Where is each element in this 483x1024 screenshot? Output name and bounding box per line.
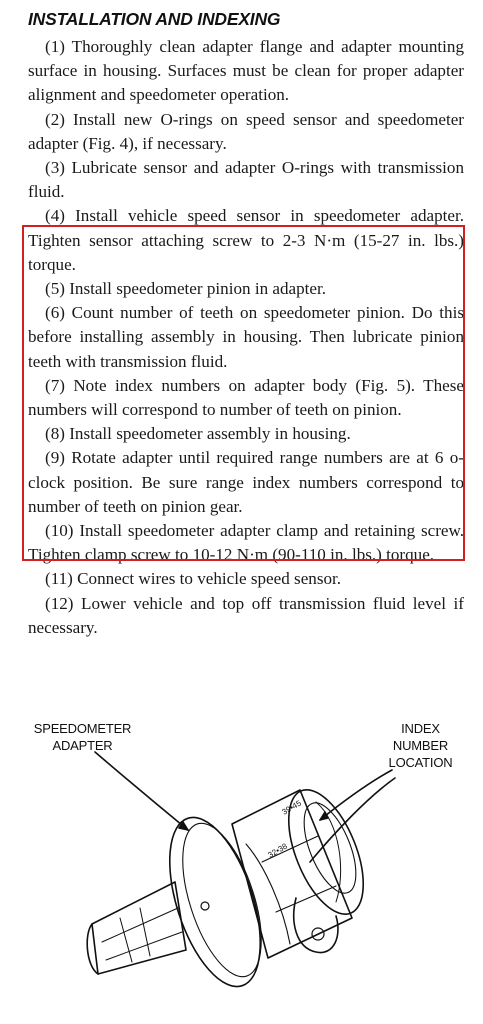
label-line: ADAPTER [52,738,113,753]
adapter-drawing [0,712,483,1024]
highlight-box [22,225,465,561]
adapter-flange [152,807,279,998]
leader-line [95,752,188,830]
index-mark: 39•45 [280,798,303,817]
step-9: (9) Rotate adapter until required range numbers are at 6 o-clock position. Be sure range index numbers correspond to number of teeth on pinion gear. [28,448,464,516]
label-line: LOCATION [388,755,453,770]
step-11: (11) Connect wires to vehicle speed sensor. [45,569,342,589]
label-line: NUMBER [392,738,449,753]
leader-arrowhead [320,812,328,820]
speedometer-adapter-figure [0,712,483,1024]
index-mark: 32•38 [266,841,289,860]
mounting-ear [294,898,338,953]
step-6: (6) Count number of teeth on speedometer pinion. Do this before installing assembly in housing. Then lubricate pinion teeth with transmission fluid. [28,303,464,371]
step-7: (7) Note index numbers on adapter body (Fig. 5). These numbers will correspond to number of teeth on pinion. [28,375,464,420]
step-3: (3) Lubricate sensor and adapter O-rings with transmission fluid. [28,158,464,202]
step-2: (2) Install new O-rings on speed sensor and speedometer adapter (Fig. 4), if necessary. [28,109,464,153]
step-1: (1) Thoroughly clean adapter flange and adapter mounting surface in housing. Surfaces must be clean for proper adapter alignment and speedometer operation. [28,37,464,105]
step-5: (5) Install speedometer pinion in adapter. [45,279,327,299]
label-line: INDEX [401,721,440,736]
section-heading: INSTALLATION AND INDEXING [28,9,281,29]
step-8: (8) Install speedometer assembly in housing. [45,424,351,444]
step-12: (12) Lower vehicle and top off transmission fluid level if necessary. [28,593,464,637]
step-10: (10) Install speedometer adapter clamp and retaining screw. Tighten clamp screw to 10-12 N·m (90-110 in. lbs.) torque. [28,521,464,565]
step-4: (4) Install vehicle speed sensor in speedometer adapter. Tighten sensor attaching screw to 2-3 N·m (15-27 in. lbs.) torque. [28,206,464,274]
label-line: SPEEDOMETER [33,721,132,736]
